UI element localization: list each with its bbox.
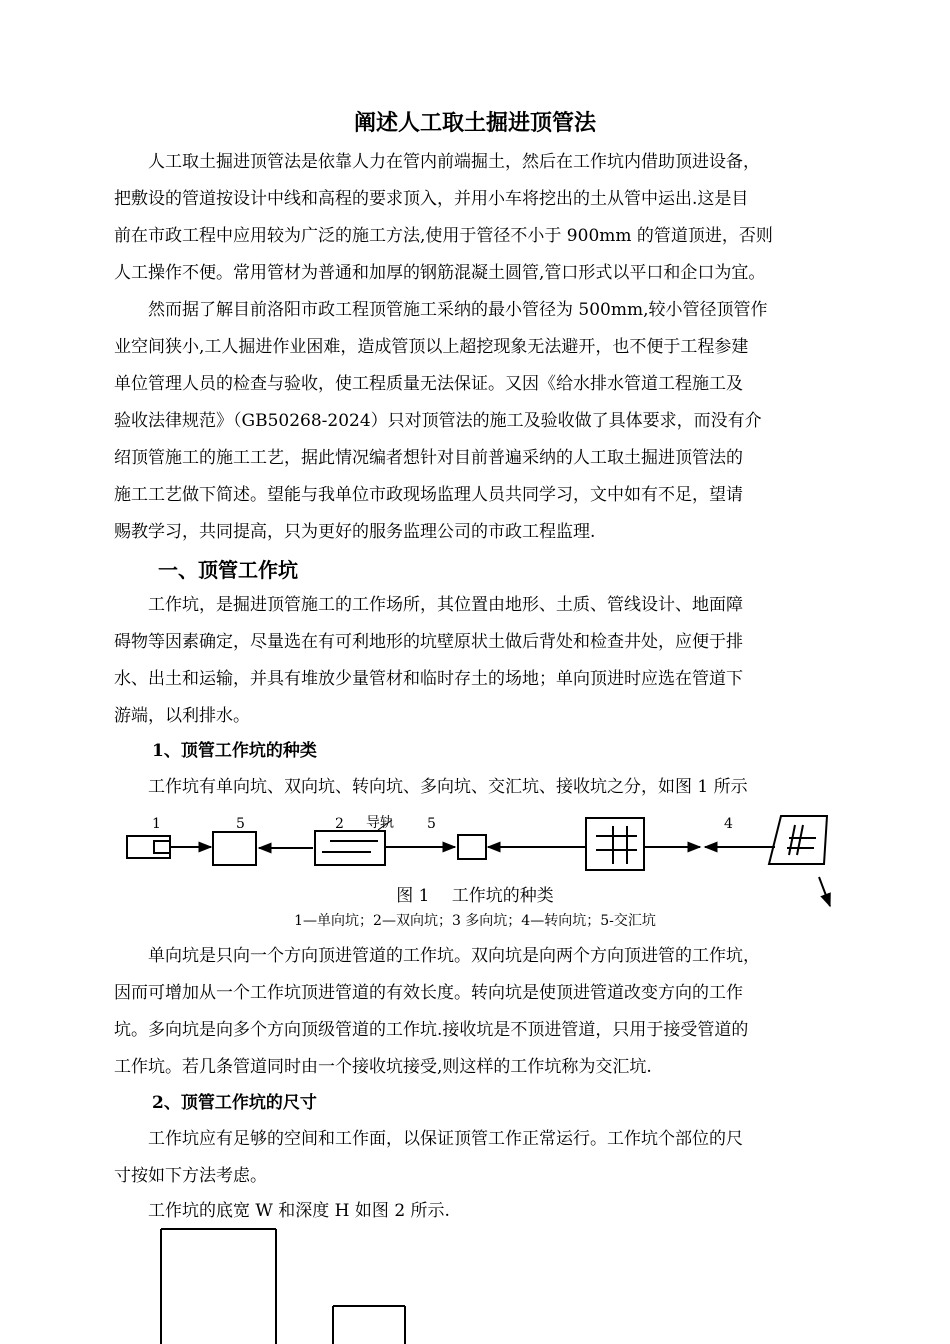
- para3-line: 水、出土和运输，并具有堆放少量管材和临时存土的场地；单向顶进时应选在管道下: [114, 669, 743, 689]
- para5-line: 单向坑是只向一个方向顶进管道的工作坑。双向坑是向两个方向顶进管的工作坑，: [114, 946, 760, 966]
- para2-line: 单位管理人员的检查与验收，使工程质量无法保证。又因《给水排水管道工程施工及: [114, 374, 743, 394]
- fig-label-5: 5: [427, 816, 436, 832]
- para1-line: 前在市政工程中应用较为广泛的施工方法,使用于管径不小于 900mm 的管道顶进，否则: [114, 226, 773, 246]
- para2-line: 业空间狭小,工人掘进作业困难，造成管顶以上超挖现象无法避开，也不便于工程参建: [114, 337, 749, 357]
- para6-line: 工作坑应有足够的空间和工作面，以保证顶管工作正常运行。工作坑个部位的尺: [114, 1129, 743, 1149]
- figure-2-diagram: [0, 1220, 950, 1344]
- turning-pit-box: [769, 816, 827, 864]
- para6-line: 寸按如下方法考虑。: [114, 1166, 267, 1186]
- double-pit-box: [315, 831, 385, 865]
- para3-line: 碍物等因素确定，尽量选在有可利地形的坑壁原状土做后背处和检查井处，应便于排: [114, 632, 743, 652]
- fig-label-2: 2: [335, 816, 344, 832]
- subsection-heading: 1、顶管工作坑的种类: [152, 741, 317, 761]
- fig-label-5: 5: [236, 816, 245, 832]
- fig-label-1: 1: [152, 816, 161, 832]
- para1-line: 人工取土掘进顶管法是依靠人力在管内前端掘土，然后在工作坑内借助顶进设备，: [114, 152, 760, 172]
- subsection-heading: 2、顶管工作坑的尺寸: [152, 1093, 317, 1113]
- para4-line: 工作坑有单向坑、双向坑、转向坑、多向坑、交汇坑、接收坑之分，如图 1 所示: [114, 777, 748, 797]
- para5-line: 工作坑。若几条管道同时由一个接收坑接受,则这样的工作坑称为交汇坑.: [114, 1057, 652, 1077]
- para1-line: 把敷设的管道按设计中线和高程的要求顶入，并用小车将挖出的土从管中运出.这是目: [114, 189, 749, 209]
- junction-pit-small-box: [458, 835, 486, 859]
- fig-label-4: 4: [724, 816, 733, 832]
- para2-line: 然而据了解目前洛阳市政工程顶管施工采纳的最小管径为 500mm,较小管径顶管作: [114, 300, 768, 320]
- single-pit-inner: [154, 841, 170, 853]
- junction-pit-box: [213, 832, 256, 865]
- hatch-line: [789, 825, 795, 855]
- para3-line: 游端，以利排水。: [114, 706, 250, 726]
- para5-line: 坑。多向坑是向多个方向顶级管道的工作坑.接收坑是不顶进管道，只用于接受管道的: [114, 1020, 749, 1040]
- para7-line: 工作坑的底宽 W 和深度 H 如图 2 所示.: [114, 1201, 450, 1221]
- single-pit-box: [127, 836, 170, 858]
- multi-pit-box: [586, 818, 644, 870]
- section-heading: 一、顶管工作坑: [158, 558, 298, 582]
- para2-line: 施工工艺做下简述。望能与我单位市政现场监理人员共同学习，文中如有不足，望请: [114, 485, 743, 505]
- para1-line: 人工操作不便。常用管材为普通和加厚的钢筋混凝土圆管,管口形式以平口和企口为宜。: [114, 263, 766, 283]
- para5-line: 因而可增加从一个工作坑顶进管道的有效长度。转向坑是使顶进管道改变方向的工作: [114, 983, 743, 1003]
- para2-line: 绍顶管施工的施工工艺，据此情况编者想针对目前普遍采纳的人工取土掘进顶管法的: [114, 448, 743, 468]
- para2-line: 验收法律规范》（GB50268-2024）只对顶管法的施工及验收做了具体要求，而没有介: [114, 411, 762, 431]
- figure-1-legend: 1—单向坑；2—双向坑；3 多向坑；4—转向坑；5-交汇坑: [294, 913, 656, 929]
- para2-line: 赐教学习，共同提高，只为更好的服务监理公司的市政工程监理.: [114, 522, 596, 542]
- para3-line: 工作坑，是掘进顶管施工的工作场所，其位置由地形、土质、管线设计、地面障: [114, 595, 743, 615]
- fig-label-rail: 导轨: [366, 815, 394, 831]
- figure-1-caption: 图 1 工作坑的种类: [396, 886, 554, 906]
- hatch-line: [797, 825, 803, 855]
- document-title: 阐述人工取土掘进顶管法: [353, 111, 596, 136]
